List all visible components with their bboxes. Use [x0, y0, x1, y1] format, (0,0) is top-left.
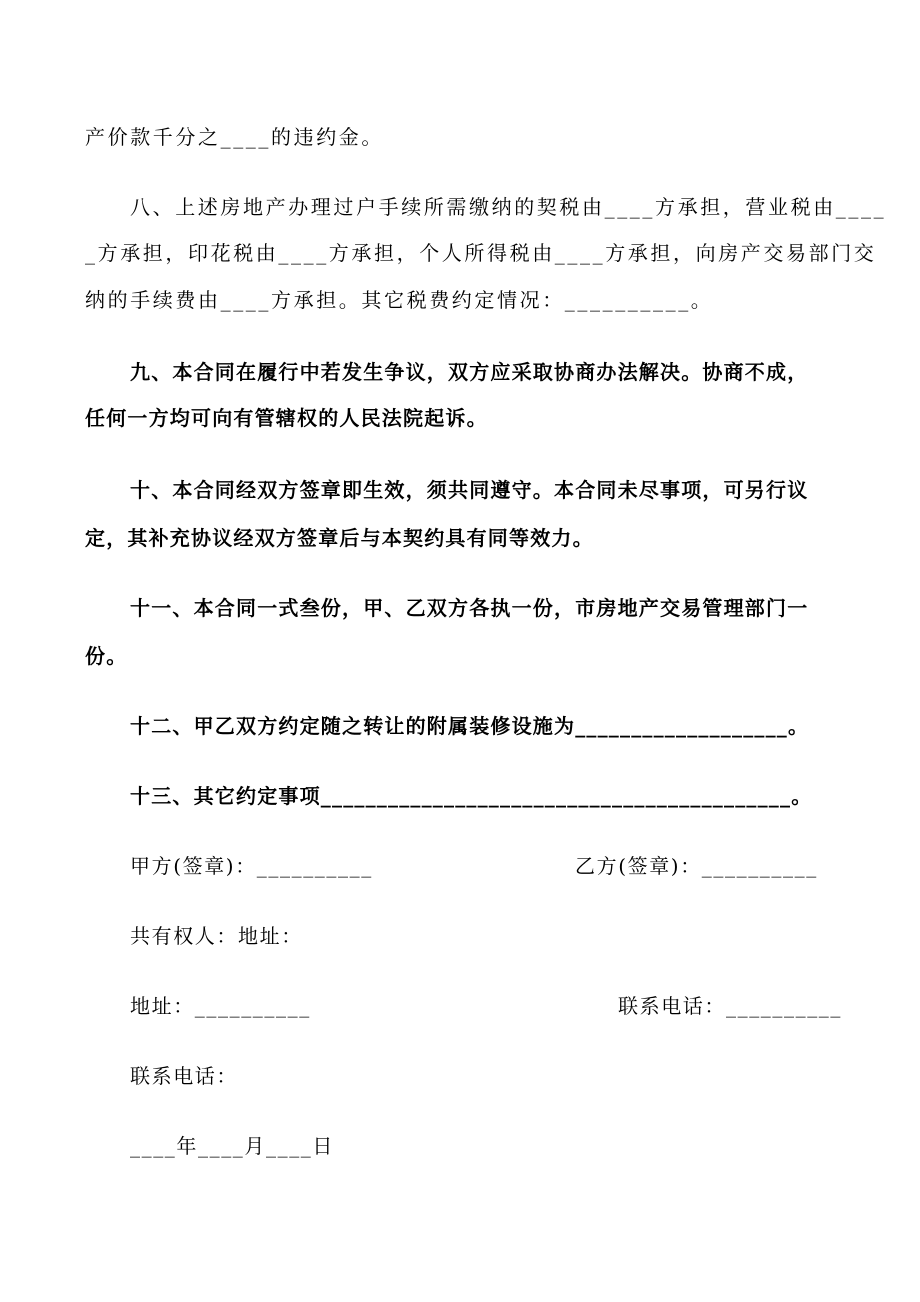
- clause-8-line-1: 八、上述房地产办理过户手续所需缴纳的契税由____方承担，营业税由____: [130, 195, 887, 219]
- co-owner-address: 共有权人：地址：: [130, 924, 303, 948]
- party-a-signature: 甲方(签章)：__________: [130, 854, 373, 878]
- clause-10-line-1: 十、本合同经双方签章即生效，须共同遵守。本合同未尽事项，可另行议: [130, 478, 809, 502]
- clause-10-line-2: 定，其补充协议经双方签章后与本契约具有同等效力。: [85, 526, 594, 550]
- contact-phone-left: 联系电话：: [130, 1064, 238, 1088]
- clause-8-line-3: 纳的手续费由____方承担。其它税费约定情况：__________。: [85, 288, 714, 312]
- address-field: 地址：__________: [130, 994, 311, 1018]
- party-b-signature: 乙方(签章)：__________: [575, 854, 818, 878]
- clause-8-line-2: _方承担，印花税由____方承担，个人所得税由____方承担，向房产交易部门交: [85, 241, 877, 265]
- signing-date: ____年____月____日: [130, 1134, 334, 1158]
- clause-11-line-1: 十一、本合同一式叁份，甲、乙双方各执一份，市房地产交易管理部门一: [130, 596, 809, 620]
- clause-11-line-2: 份。: [85, 644, 128, 668]
- clause-9-line-2: 任何一方均可向有管辖权的人民法院起诉。: [85, 406, 488, 430]
- contact-phone-right: 联系电话：__________: [618, 994, 842, 1018]
- clause-9-line-1: 九、本合同在履行中若发生争议，双方应采取协商办法解决。协商不成，: [130, 360, 809, 384]
- clause-13: 十三、其它约定事项__________________________________________。: [130, 784, 813, 808]
- clause-7-tail: 产价款千分之____的违约金。: [85, 125, 384, 149]
- clause-12: 十二、甲乙双方约定随之转让的附属装修设施为___________________。: [130, 714, 810, 738]
